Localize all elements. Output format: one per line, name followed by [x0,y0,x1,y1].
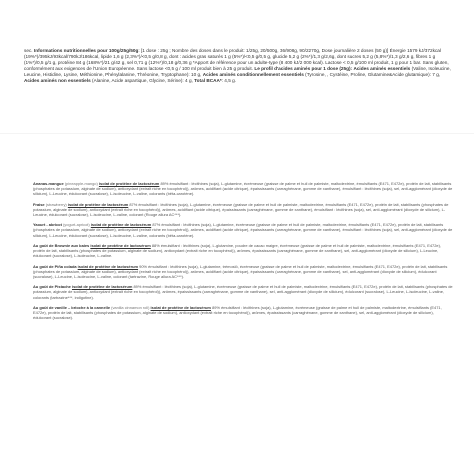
ingredient-list: émulsifiant : lécithines (soja), L-glutamine, écrémeuse (graisse de palme et huil de palmiste, maltodextrine, émulsifiants (E471, E472e), protéin de lait, stabilisants (phosphates de potassium, alginate de sodium), antioxydant (extrait riche en tocophérol)), arômes, acidifiant (acide citrique), épaississants (carraghénane, gomme de xanthane), émulsifiant : lécithines (soja), sel, anti-agglomérant (dioxyde de silicium), L-Leucine, édulcorant (sucralose), L-isoleucine, L-valine, colorants (bêta-carotène). [33,181,453,197]
nutrition-values: Énergie 1579 kJ/372kcal (19%*)/395kJ/93kcal/790kJ/186kcal, lipide 1,6 g (2,3%*)/<0,5 g/0,8 g, dont : acides gras saturés 1 g (5%*)/<0,5 g/0,5 g, glucide 5,2 g (2%*)/1,3 g/2,6g, dont sucres 5,2 g (5,8%*)/1,3 g/2,6 g, fibres 1 g (1%*)/0,5 g/1 g, protéine 84 g (168%*)/21 g/42 g, sel 0,71 g (12%*)/0,18 g/0,36 g *Apport de référence pour un adulte-type (8 400 kJ/2 000 kcal). [24,48,441,66]
protein-ingredient: isolat de protéine de lactosérum [71,284,133,290]
flavour-aroma: (yogurt-apricot) [63,222,90,228]
protein-ingredient: isolat de protéine de lactosérum [67,201,129,207]
ingredient-block-fraise [33,202,453,217]
essential-amino-title: Acides aminés essentiels [353,66,411,72]
ingredient-list: émulsifiant : lécithines (soja), L-glutamine, poudre de cacao maigre, écrémeuse (graisse de palme et huil de palmiste, maltodextrine, émulsifiants (E471, E472e), protéin de lait, stabilisants (phosphates de potassium, alginate de sodium), antioxydant (extrait riche en tocophérol)), arômes, épaississants (carraghénane, gomme de xanthane), sel, anti-agglomérant (dioxyde de silicium), L-Leucine, édulcorant (sucralose), L-isoleucine, L-valine. [33,243,441,259]
ingredient-block-ananas-mangue [33,181,453,196]
protein-ingredient: isolat de protéine de lactosérum [150,305,211,311]
nonessential-amino-title: Acides aminés non essentiels [24,78,91,84]
ingredient-list: émulsifiant : lécithines (soja), L-glutamine, écrémeuse (graisse de palme et huil de palmiste, maltodextrine, émulsifiants (E471, E472e), protéin de lait, stabilisants (phosphates de potassium, alginate de sodium), antioxydant (extrait riche en tocophérol)), arômes, acidifiant (acide citrique), épaississants (carraghénane, gomme de xanthane), émulsifiant : lécithines (soja), sel, anti-agglomérant (dioxyde de silicium), L-Leucine, édulcorant (sucralose), L-isoleucine, L-valine, colorants (bêta-carotène). [33,222,453,238]
protein-ingredient: isolat de protéine de lactosérum [98,181,160,186]
section-divider [0,133,474,134]
nutrition-values-2: Lactose < 0,5 g/100 ml produit, 1 g pour 1 bar. Sans gluten, conformément aux exigences de l'Union Européenne. Sans lactose <0,5 g / 100 ml produit bien à 25 g produit. [24,60,449,72]
flavour-name: Au goût de vanille – brioche à la cannelle [33,305,111,311]
flavour-name: Ananas-mangue [33,181,64,186]
flavour-name: Au goût de Piña colada [33,263,77,269]
bcaa-value: : 4,5 g. [221,78,237,84]
nonessential-amino-list: (Alanine, Acide aspartique, Glycine, Sérine): 4 g, [92,78,193,84]
protein-percentage: 89% [212,305,220,311]
protein-percentage: 90% [139,263,148,269]
ingredients-section [33,181,453,326]
ingredient-list: émulsifiant : lécithines (soja), L-glutamine, écrémeuse (graisse de palme et huil de palmiste, maltodextrine, émulsifiants (E471, E472e), protéin de lait, stabilisants (phosphates de potassium, alginate de sodium), antioxydant (extrait riche en tocophérol)), arômes, épaississants (carraghénane, gomme de xanthane), sel, anti-agglomérant (dioxyde de silicium), édulcorant (sucralose). [33,305,442,321]
protein-ingredient: isolat de protéine de lactosérum [90,222,152,228]
protein-percentage: 89% [133,284,142,290]
ingredient-list: émulsifiant : lécithines (soja), L-glutamine, écrémeuse (graisse de palme et huil de palmiste, maltodextrine, émulsifiants (E471, E472e), protéin de lait, stabilisants (phosphates de potassium, alginate de sodium), antioxydant (extrait riche en tocophérol)), arômes, épaississants (carraghénane, gomme de xanthane), sel, anti-agglomérant (dioxyde de silicium), édulcorant (sucralose), L-Leucine, L-isoleucine, L-valine, colorants (tartrazine***, indigotine). [33,284,453,300]
nutrition-lead: sec. [24,48,33,53]
flavour-aroma: (vanilla cinnamon roll) [111,305,150,311]
amino-profile-title: Le profil d'acides aminés pour 1 dose (25g): [254,66,353,72]
protein-ingredient: isolat de protéine de lactosérum [90,243,151,249]
ingredient-block-pistache [33,284,453,299]
protein-percentage: 87% [129,201,138,207]
nutrition-section [24,48,452,85]
essential-amino-list: (Valine, Isoleucine, Leucine, Histidine, Lysine, Méthionine, Phénylalanine, Thréonine, Tryptophane): 10 g, [24,66,451,78]
flavour-name: Fraise [33,201,45,207]
protein-percentage: 88% [151,243,160,249]
bcaa-title: Total BCAA* [194,78,222,84]
protein-percentage: 89% [160,181,169,186]
conditional-amino-title: Acides aminés conditionnellement essentiels [202,72,304,78]
flavour-name: Au goût de Brownie aux baies [33,243,90,249]
flavour-aroma: (pineapple-mango) [64,181,98,186]
flavour-name: Au goût de Pistache [33,284,71,290]
ingredient-block-vanille-brioche [33,305,453,320]
protein-percentage: 87% [152,222,161,228]
conditional-amino-list: (Tyrosine, , Cystéine, Proline, Glutamine&Acide glutamique): 7 g, [305,72,441,78]
ingredient-list: émulsifiant : lécithines (soja), L-glutamine, trémoslô, écrémeuse (graisse de palme et huil de palmiste, maltodextrine, émulsifiants (E471, E472e), protéin de lait, stabilisants (phosphates de potassium, alginate de sodium), antioxydant (extrait riche en tocophérol)), arômes, acidifiant (acide citrique), épaississants (carraghénane, gomme de xanthane), sel, anti-agglomérant (dioxyde de silicium), édulcorant (sucralose), L-Leucine, L-isoleucine, L-valine, colorant (tartrazine, Rouge allura AC***). [33,263,448,279]
flavour-aroma: (strawberry) [45,201,67,207]
ingredient-list: émulsifiant : lécithines (soja), L-glutamine, écrémeuse (graisse de palme et huil de palmiste, maltodextrine, émulsifiants (E471, E472e), protéin de lait, stabilisants (phosphates de potassium, alginate de sodium), antioxydant (extrait riche en tocophérol)), arômes, acidifiant (acide citrique), épaississants (carraghénane, gomme de xanthane), émulsifiant : lécithines (soja), sel, anti-agglomérant (dioxyde de silicium), L-Leucine, édulcorant (sucralose), L-isoleucine, L-valine, colorant (Rouge allura AC***). [33,201,449,217]
ingredient-block-yaourt-abricot [33,222,453,237]
ingredient-block-pina-colada [33,264,453,279]
nutrition-serving: : [1 dose : 25g ; Nombre des doses dans le produit: 1/25g, 20/500g, 36/908g, 90/2270g, Dose journalière 2 doses (50 g)] [138,48,389,53]
ingredient-block-brownie [33,243,453,258]
flavour-name: Yaourt - abricot [33,222,62,228]
nutrition-title: Informations nutritionnelles pour 100g/25g/50g [33,48,139,53]
protein-ingredient: isolat de protéine de lactosérum [77,263,139,269]
